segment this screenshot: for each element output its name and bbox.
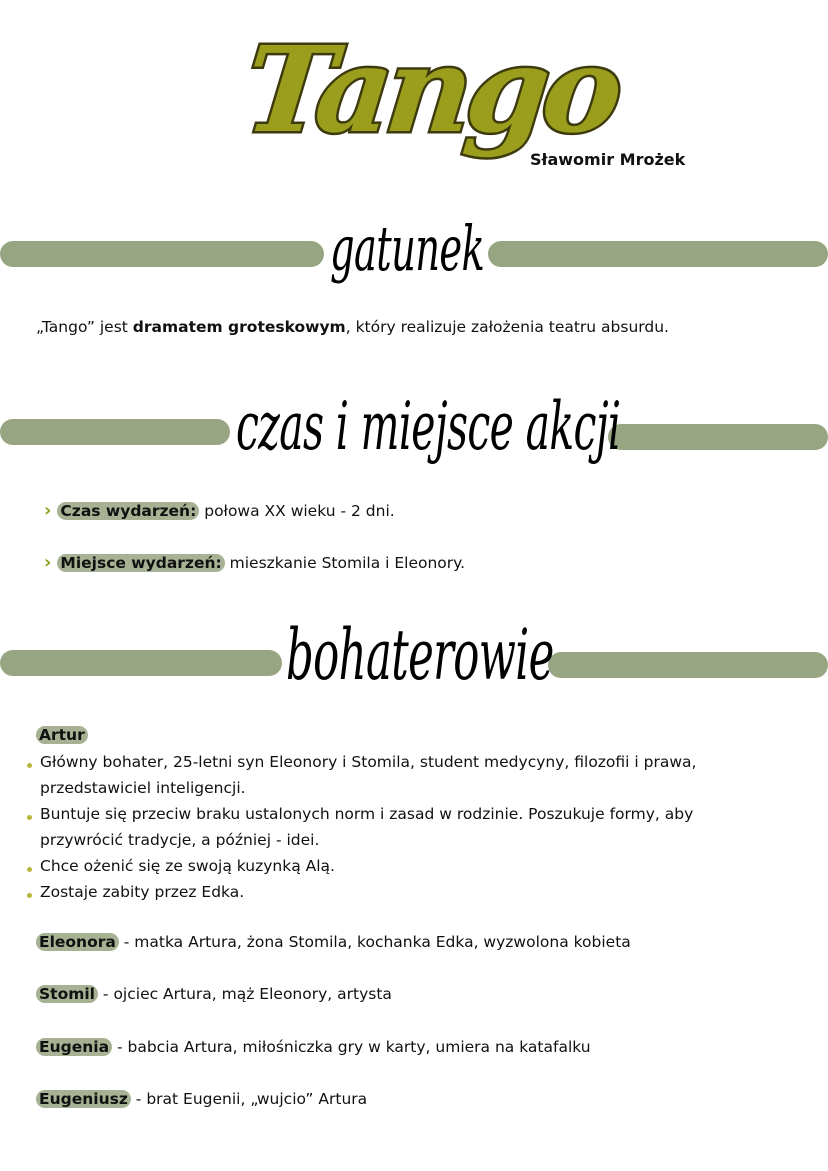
- heading-bar-left: [0, 650, 282, 676]
- label-highlight: Miejsce wydarzeń:: [57, 554, 224, 572]
- heading-bar-right: [608, 424, 828, 450]
- heading-bar-right: [548, 652, 828, 678]
- list-item: [44, 500, 395, 521]
- bullet-text: Chce ożenić się ze swoją kuzynką Alą.: [40, 857, 335, 875]
- item-value: mieszkanie Stomila i Eleonory.: [224, 554, 466, 572]
- name-highlight: Stomil: [36, 985, 98, 1003]
- character-description: - brat Eugenii, „wujcio” Artura: [130, 1090, 368, 1108]
- genre-text: „Tango” jest: [36, 318, 133, 336]
- list-item: [44, 552, 465, 573]
- item-value: połowa XX wieku - 2 dni.: [199, 502, 395, 520]
- bullet-icon: [27, 763, 32, 768]
- character-entry: [36, 985, 392, 1003]
- chevron-right-icon: ›: [44, 500, 52, 521]
- bullet-icon: [27, 867, 32, 872]
- section-heading-genre: gatunek: [330, 212, 485, 285]
- bullet-text: Główny bohater, 25-letni syn Eleonory i Stomila, student medycyny, filozofii i prawa,: [40, 753, 697, 771]
- heading-bar-left: [0, 241, 324, 267]
- character-description: - matka Artura, żona Stomila, kochanka Edka, wyzwolona kobieta: [118, 933, 631, 951]
- character-description: - babcia Artura, miłośniczka gry w karty, umiera na katafalku: [112, 1038, 591, 1056]
- character-entry: [36, 933, 631, 951]
- bullet-icon: [27, 815, 32, 820]
- bullet-icon: [27, 893, 32, 898]
- name-highlight: Eleonora: [36, 933, 119, 951]
- heading-bar-right: [488, 241, 828, 267]
- name-highlight: Eugeniusz: [36, 1090, 131, 1108]
- bullet-text: przedstawiciel inteligencji.: [40, 779, 246, 797]
- character-entry: [36, 1090, 367, 1108]
- character-description: - ojciec Artura, mąż Eleonory, artysta: [98, 985, 392, 1003]
- name-highlight: Artur: [36, 726, 88, 744]
- genre-bold-text: dramatem groteskowym: [132, 318, 346, 336]
- character-name: [36, 726, 88, 744]
- character-entry: [36, 1038, 591, 1056]
- section-heading-time-place: czas i miejsce akcji: [236, 388, 621, 465]
- heading-bar-left: [0, 419, 230, 445]
- genre-text: , który realizuje założenia teatru absurdu.: [345, 318, 669, 336]
- section-heading-characters: bohaterowie: [286, 614, 554, 696]
- bullet-text: Zostaje zabity przez Edka.: [40, 883, 245, 901]
- bullet-text: Buntuje się przeciw braku ustalonych norm i zasad w rodzinie. Poszukuje formy, aby: [40, 805, 694, 823]
- chevron-right-icon: ›: [44, 552, 52, 573]
- bullet-text: przywrócić tradycje, a później - idei.: [40, 831, 320, 849]
- page-title: Tango: [238, 20, 624, 159]
- genre-paragraph: [36, 318, 669, 336]
- name-highlight: Eugenia: [36, 1038, 112, 1056]
- label-highlight: Czas wydarzeń:: [57, 502, 199, 520]
- author-name: Sławomir Mrożek: [530, 150, 686, 169]
